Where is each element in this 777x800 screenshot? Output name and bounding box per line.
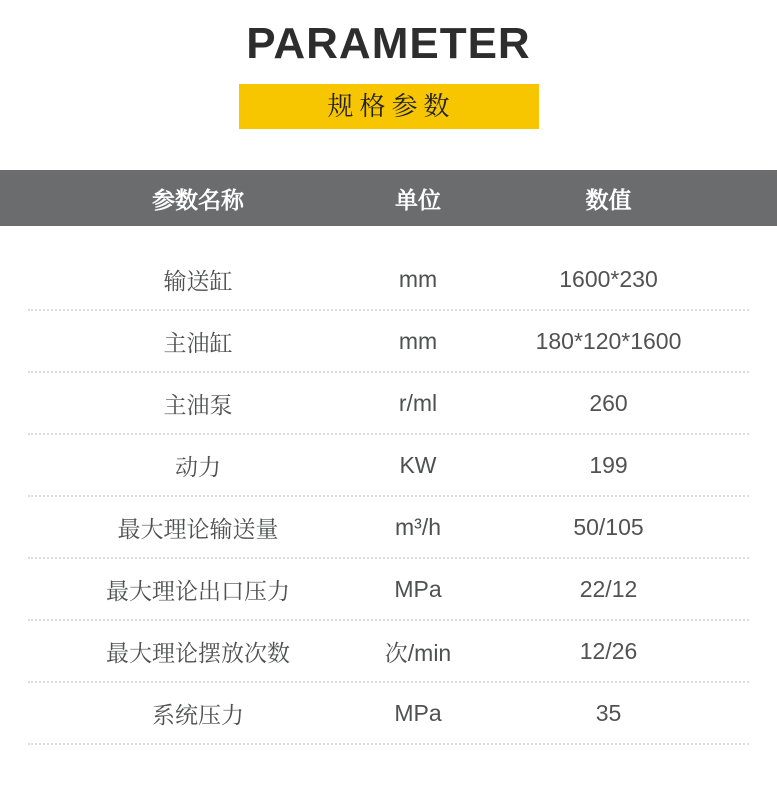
row-value: 12/26 xyxy=(579,637,638,664)
column-header-name: 参数名称 xyxy=(152,186,244,213)
row-unit: mm xyxy=(398,327,438,354)
row-parameter-name: 最大理论出口压力 xyxy=(106,577,290,604)
row-parameter-name: 最大理论输送量 xyxy=(117,515,279,542)
row-parameter-name: 最大理论摆放次数 xyxy=(106,639,290,666)
row-parameter-name: 系统压力 xyxy=(152,701,244,728)
row-unit: m³/h xyxy=(395,513,441,540)
row-unit: r/ml xyxy=(398,389,438,416)
table-row xyxy=(28,497,749,559)
row-value: 1600*230 xyxy=(559,265,658,292)
row-unit: MPa xyxy=(394,699,442,726)
row-unit: MPa xyxy=(394,575,442,602)
table-row xyxy=(28,683,749,745)
row-parameter-name: 主油缸 xyxy=(163,329,233,356)
row-value: 35 xyxy=(595,699,622,726)
table-row xyxy=(28,311,749,373)
table-row xyxy=(28,373,749,435)
row-parameter-name: 主油泵 xyxy=(163,391,233,418)
row-value: 260 xyxy=(589,389,628,416)
subtitle-badge: 规格参数 xyxy=(239,84,539,129)
table-row xyxy=(28,621,749,683)
row-value: 22/12 xyxy=(579,575,638,602)
table-row xyxy=(28,435,749,497)
table-row xyxy=(28,249,749,311)
column-header-unit: 单位 xyxy=(395,186,441,213)
row-unit: mm xyxy=(398,265,438,292)
page-title: PARAMETER xyxy=(246,19,531,68)
row-value: 199 xyxy=(589,451,628,478)
row-parameter-name: 输送缸 xyxy=(163,267,233,294)
table-row xyxy=(28,559,749,621)
table-body xyxy=(0,226,777,745)
column-header-value: 数值 xyxy=(585,186,632,213)
row-value: 180*120*1600 xyxy=(535,327,682,354)
table-header xyxy=(0,170,777,226)
row-value: 50/105 xyxy=(573,513,644,540)
row-unit: KW xyxy=(399,451,437,478)
row-parameter-name: 动力 xyxy=(175,453,221,480)
row-unit: 次/min xyxy=(384,639,452,666)
